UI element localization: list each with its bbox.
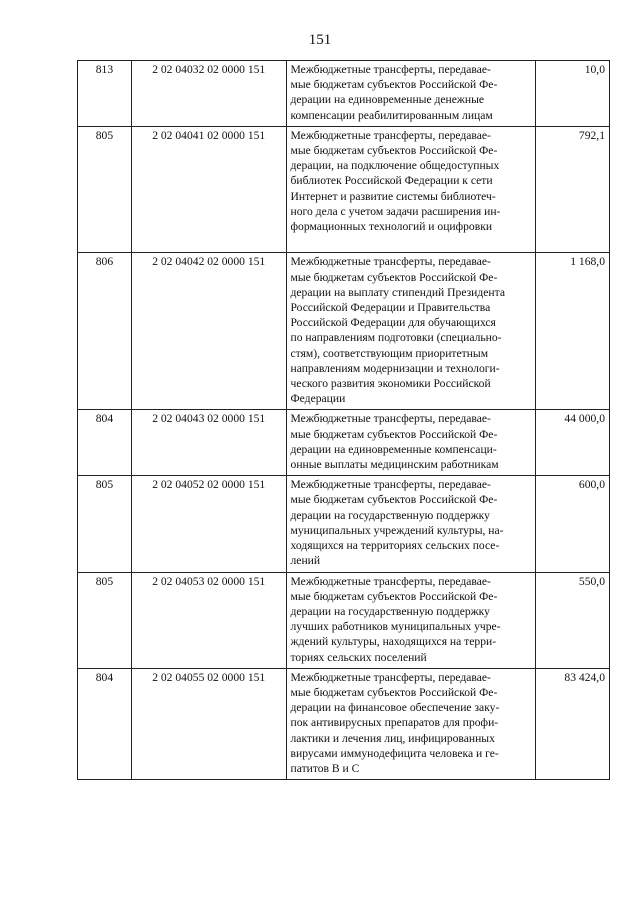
amount-cell: 83 424,0 <box>535 668 609 779</box>
table-row <box>78 476 610 572</box>
budget-table-body <box>78 61 610 780</box>
table-row <box>78 126 610 253</box>
table-row <box>78 572 610 668</box>
description-line: формационных технологий и оцифровки <box>290 220 493 234</box>
description-line: ждений культуры, находящихся на терри- <box>290 635 497 649</box>
description-line: библиотек Российской Федерации к сети <box>290 174 493 188</box>
description-line: мые бюджетам субъектов Российской Фе- <box>290 78 498 92</box>
description-line: Межбюджетные трансферты, передавае- <box>290 478 491 492</box>
description-cell <box>286 126 535 253</box>
description-line: патитов В и С <box>290 761 360 775</box>
budget-classification-code-cell: 2 02 04043 02 0000 151 <box>131 410 286 476</box>
description-line: дерации на финансовое обеспечение заку- <box>290 701 500 715</box>
description-line: лактики и лечения лиц, инфицированных <box>290 731 495 745</box>
amount-cell: 792,1 <box>535 126 609 253</box>
admin-code-cell: 805 <box>78 476 132 572</box>
description-line: направлениям модернизации и технологи- <box>290 361 500 375</box>
description-line: дерации, на подключение общедоступных <box>290 159 500 173</box>
description-line: Межбюджетные трансферты, передавае- <box>290 412 491 426</box>
description-cell <box>286 668 535 779</box>
description-line: дерации на выплату стипендий Президента <box>290 285 505 299</box>
admin-code-cell: 804 <box>78 668 132 779</box>
description-line: дерации на государственную поддержку <box>290 604 490 618</box>
description-line: лений <box>290 554 321 568</box>
description-line: мые бюджетам субъектов Российской Фе- <box>290 144 498 158</box>
table-row <box>78 410 610 476</box>
description-line: мые бюджетам субъектов Российской Фе- <box>290 493 498 507</box>
budget-classification-code-cell: 2 02 04053 02 0000 151 <box>131 572 286 668</box>
description-line: Межбюджетные трансферты, передавае- <box>290 128 491 142</box>
amount-cell: 1 168,0 <box>535 253 609 410</box>
budget-classification-code-cell: 2 02 04041 02 0000 151 <box>131 126 286 253</box>
admin-code-cell: 813 <box>78 61 132 127</box>
description-line: ториях сельских поселений <box>290 650 427 664</box>
budget-classification-code-cell: 2 02 04052 02 0000 151 <box>131 476 286 572</box>
admin-code-cell: 804 <box>78 410 132 476</box>
budget-table <box>77 60 610 780</box>
description-line: Федерации <box>290 392 346 406</box>
admin-code-cell: 805 <box>78 126 132 253</box>
amount-cell: 10,0 <box>535 61 609 127</box>
description-line: пок антивирусных препаратов для профи- <box>290 716 499 730</box>
table-row <box>78 668 610 779</box>
description-line: Интернет и развитие системы библиотеч- <box>290 189 496 203</box>
description-line: дерации на государственную поддержку <box>290 508 490 522</box>
description-line: Межбюджетные трансферты, передавае- <box>290 574 491 588</box>
description-line: компенсации реабилитированным лицам <box>290 108 493 122</box>
description-line: дерации на единовременные денежные <box>290 93 485 107</box>
table-row <box>78 61 610 127</box>
description-line: муниципальных учреждений культуры, на- <box>290 523 504 537</box>
page-number: 151 <box>308 32 332 48</box>
description-line: лучших работников муниципальных учре- <box>290 620 501 634</box>
amount-cell: 44 000,0 <box>535 410 609 476</box>
description-line <box>291 234 531 249</box>
description-line: онные выплаты медицинским работникам <box>290 458 499 472</box>
budget-classification-code-cell: 2 02 04055 02 0000 151 <box>131 668 286 779</box>
description-line: дерации на единовременные компенсаци- <box>290 442 497 456</box>
description-line: ного дела с учетом задачи расширения ин- <box>290 204 501 218</box>
description-line: ческого развития экономики Российской <box>290 377 491 391</box>
description-cell <box>286 476 535 572</box>
description-line: вирусами иммунодефицита человека и ге- <box>290 746 499 760</box>
description-cell <box>286 61 535 127</box>
description-line: Российской Федерации для обучающихся <box>290 316 496 330</box>
description-line: мые бюджетам субъектов Российской Фе- <box>290 685 498 699</box>
admin-code-cell: 805 <box>78 572 132 668</box>
description-cell <box>286 410 535 476</box>
budget-classification-code-cell: 2 02 04032 02 0000 151 <box>131 61 286 127</box>
description-line: Российской Федерации и Правительства <box>290 301 491 315</box>
description-cell <box>286 572 535 668</box>
table-row <box>78 253 610 410</box>
description-line: стям), соответствующим приоритетным <box>290 346 489 360</box>
description-line: мые бюджетам субъектов Российской Фе- <box>290 270 498 284</box>
amount-cell: 550,0 <box>535 572 609 668</box>
description-line: Межбюджетные трансферты, передавае- <box>290 63 491 76</box>
description-line: мые бюджетам субъектов Российской Фе- <box>290 427 498 441</box>
description-line: Межбюджетные трансферты, передавае- <box>290 670 491 684</box>
description-line: ходящихся на территориях сельских посе- <box>290 539 500 553</box>
amount-cell: 600,0 <box>535 476 609 572</box>
description-cell <box>286 253 535 410</box>
description-line: мые бюджетам субъектов Российской Фе- <box>290 589 498 603</box>
description-line: по направлениям подготовки (специально- <box>290 331 502 345</box>
description-line: Межбюджетные трансферты, передавае- <box>290 255 491 269</box>
admin-code-cell: 806 <box>78 253 132 410</box>
budget-classification-code-cell: 2 02 04042 02 0000 151 <box>131 253 286 410</box>
